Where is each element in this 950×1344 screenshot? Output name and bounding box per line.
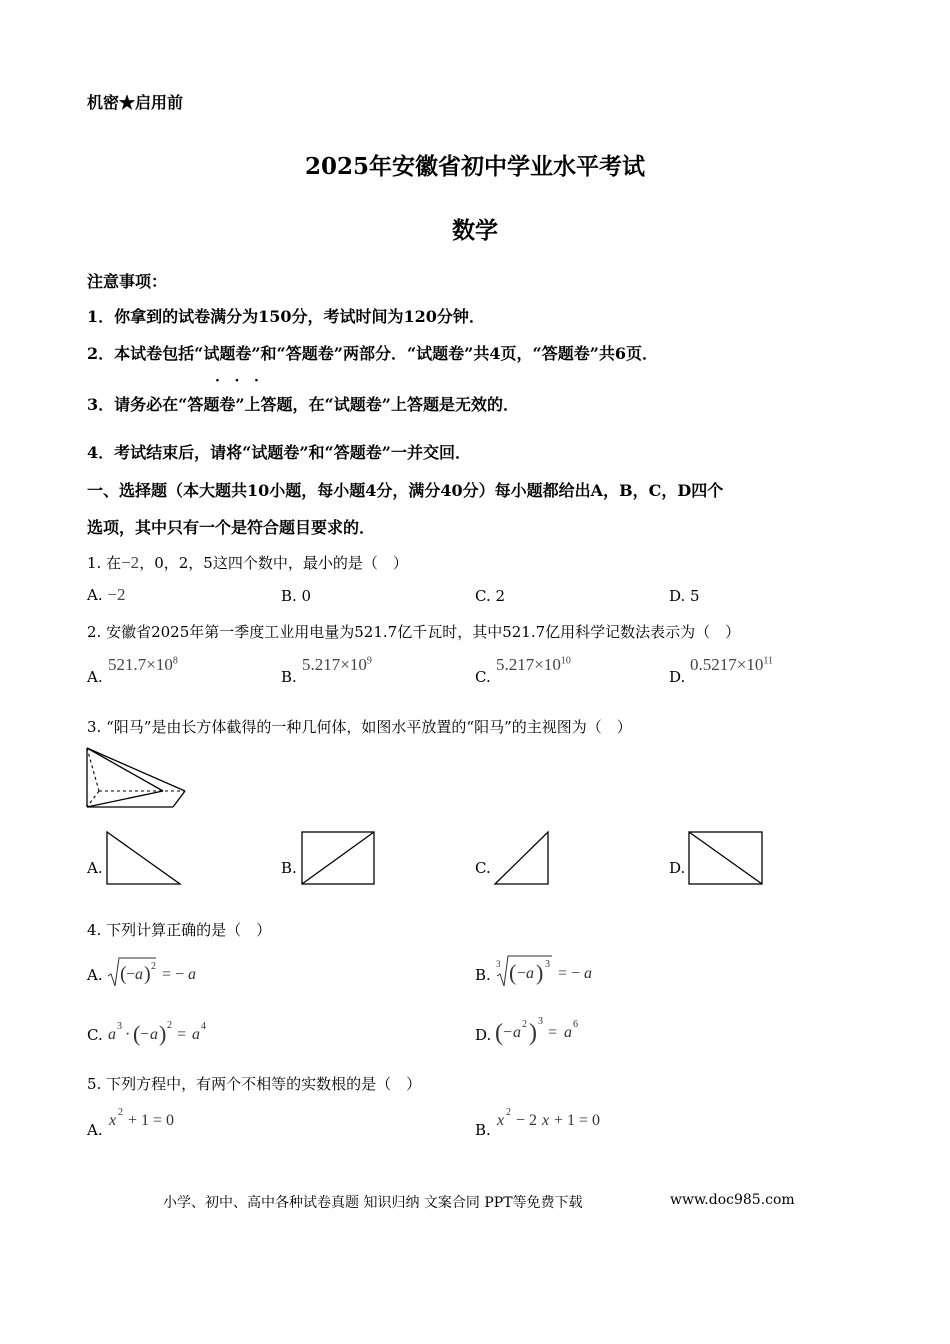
q5-option-a-formula [106,1106,196,1134]
q2-option-b-label: B. [281,668,297,686]
option-value: −2 [107,585,126,604]
svg-text:=: = [177,1026,187,1043]
q3-option-a-label: A. [87,859,103,877]
svg-text:−: − [140,1026,150,1043]
exam-title: 2025年安徽省初中学业水平考试 [304,153,645,180]
q2-option-d-label: D. [669,668,686,686]
q2-stem: 2. 安徽省2025年第一季度工业用电量为521.7亿千瓦时，其中521.7亿用科学记数法表示为（ ） [87,623,741,641]
q2-option-a-value [108,655,178,675]
exponent: 8 [172,655,178,667]
note-item: 2．本试卷包括“试题卷”和“答题卷”两部分．“试题卷”共4页，“答题卷”共6页． [87,344,659,363]
q3-option-c-label: C. [475,859,491,877]
q1-option-c: C. 2 [475,587,506,605]
svg-text:=: = [548,1024,558,1041]
q4-option-a-formula [106,954,206,990]
svg-text:a: a [150,1026,158,1043]
q3-option-d-figure [687,830,765,886]
svg-text:−: − [517,965,527,982]
svg-text:= −: = − [558,965,581,982]
svg-text:·: · [125,1026,131,1043]
note-item: 3．请务必在“答题卷”上答题，在“试题卷”上答题是无效的． [87,395,519,414]
svg-text:(: ( [133,1021,141,1046]
svg-text:a: a [135,966,143,983]
q1-stem-pre: 1. 在 [87,554,122,572]
svg-text:3: 3 [545,959,550,970]
q3-option-a-figure [105,830,183,886]
q3-option-d-label: D. [669,859,686,877]
q5-option-a-label: A. [87,1121,103,1139]
base: 5.217×10 [302,655,367,674]
q2-option-d-value [690,655,773,675]
section-heading: 一、选择题（本大题共10小题，每小题4分，满分40分）每小题都给出A，B，C，D四个 [87,481,724,500]
svg-text:2: 2 [506,1107,511,1118]
q4-option-c-formula [106,1014,226,1048]
svg-text:): ) [529,1020,537,1046]
svg-text:a: a [564,1024,572,1041]
q3-stem: 3. “阳马”是由长方体截得的一种几何体，如图水平放置的“阳马”的主视图为（ ） [87,718,632,736]
svg-text:a: a [188,966,196,983]
q2-option-b-value [302,655,372,675]
svg-text:a: a [513,1024,521,1041]
svg-text:2: 2 [522,1019,527,1030]
svg-text:): ) [536,960,544,985]
svg-text:+ 1 = 0: + 1 = 0 [128,1112,175,1129]
q1-stem-value: −2 [121,553,140,572]
svg-text:a: a [192,1026,200,1043]
subject-title: 数学 [452,217,498,244]
svg-text:−: − [503,1024,513,1041]
emphasis-dots: · · · [215,373,259,389]
option-label: A. [87,586,103,604]
q2-option-c-value [496,655,571,675]
q1-stem-post: ，0，2，5这四个数中，最小的是（ ） [139,554,408,572]
svg-text:− 2: − 2 [516,1112,538,1129]
notes-heading: 注意事项： [87,272,168,291]
section-heading-cont: 选项，其中只有一个是符合题目要求的． [87,518,376,537]
svg-text:x: x [109,1112,117,1129]
svg-text:+ 1 = 0: + 1 = 0 [554,1112,601,1129]
q3-option-c-figure [493,830,551,886]
q4-option-a-label: A. [87,966,103,984]
svg-text:2: 2 [167,1020,172,1031]
svg-text:6: 6 [573,1019,578,1030]
q4-option-d-formula [494,1010,604,1048]
q2-option-c-label: C. [475,668,491,686]
footer-text: 小学、初中、高中各种试卷真题 知识归纳 文案合同 PPT等免费下载 [163,1195,583,1211]
base: 0.5217×10 [690,655,764,674]
exponent: 9 [366,655,372,667]
q5-option-b-formula [494,1106,624,1134]
q5-stem: 5. 下列方程中，有两个不相等的实数根的是（ ） [87,1075,422,1093]
exponent: 10 [560,655,571,667]
svg-text:x: x [497,1112,505,1129]
base: 521.7×10 [108,655,173,674]
exponent: 11 [763,655,773,667]
svg-text:3: 3 [496,959,501,969]
q2-option-a-label: A. [87,668,103,686]
svg-text:2: 2 [151,961,156,972]
q4-option-d-label: D. [475,1026,492,1044]
yangma-solid-figure [84,745,190,811]
q5-option-b-label: B. [475,1121,491,1139]
q4-option-c-label: C. [87,1026,103,1044]
q3-option-b-figure [300,830,377,886]
svg-text:a: a [526,965,534,982]
svg-text:2: 2 [118,1107,123,1118]
svg-text:a: a [108,1026,116,1043]
svg-text:): ) [144,963,151,985]
q4-option-b-label: B. [475,966,491,984]
q1-option-b: B. 0 [281,587,312,605]
note-item: 4．考试结束后，请将“试题卷”和“答题卷”一并交回． [87,443,471,462]
svg-text:3: 3 [538,1016,543,1027]
svg-text:4: 4 [201,1021,206,1032]
base: 5.217×10 [496,655,561,674]
svg-text:3: 3 [117,1021,122,1032]
svg-text:(: ( [509,960,517,985]
q4-option-b-formula [494,952,604,990]
svg-text:−: − [126,966,136,983]
note-item: 1．你拿到的试卷满分为150分，考试时间为120分钟． [87,307,485,326]
q3-option-b-label: B. [281,859,297,877]
svg-text:a: a [584,965,592,982]
svg-text:x: x [542,1112,550,1129]
secret-label: 机密★启用前 [87,93,184,112]
svg-text:(: ( [495,1020,503,1046]
q1-stem [87,552,408,573]
footer-url[interactable]: www.doc985.com [670,1192,795,1208]
q4-stem: 4. 下列计算正确的是（ ） [87,921,272,939]
svg-text:): ) [159,1021,167,1046]
q1-option-d: D. 5 [669,587,700,605]
q1-option-a [87,585,125,605]
svg-text:(: ( [120,963,127,985]
svg-text:= −: = − [162,966,185,983]
